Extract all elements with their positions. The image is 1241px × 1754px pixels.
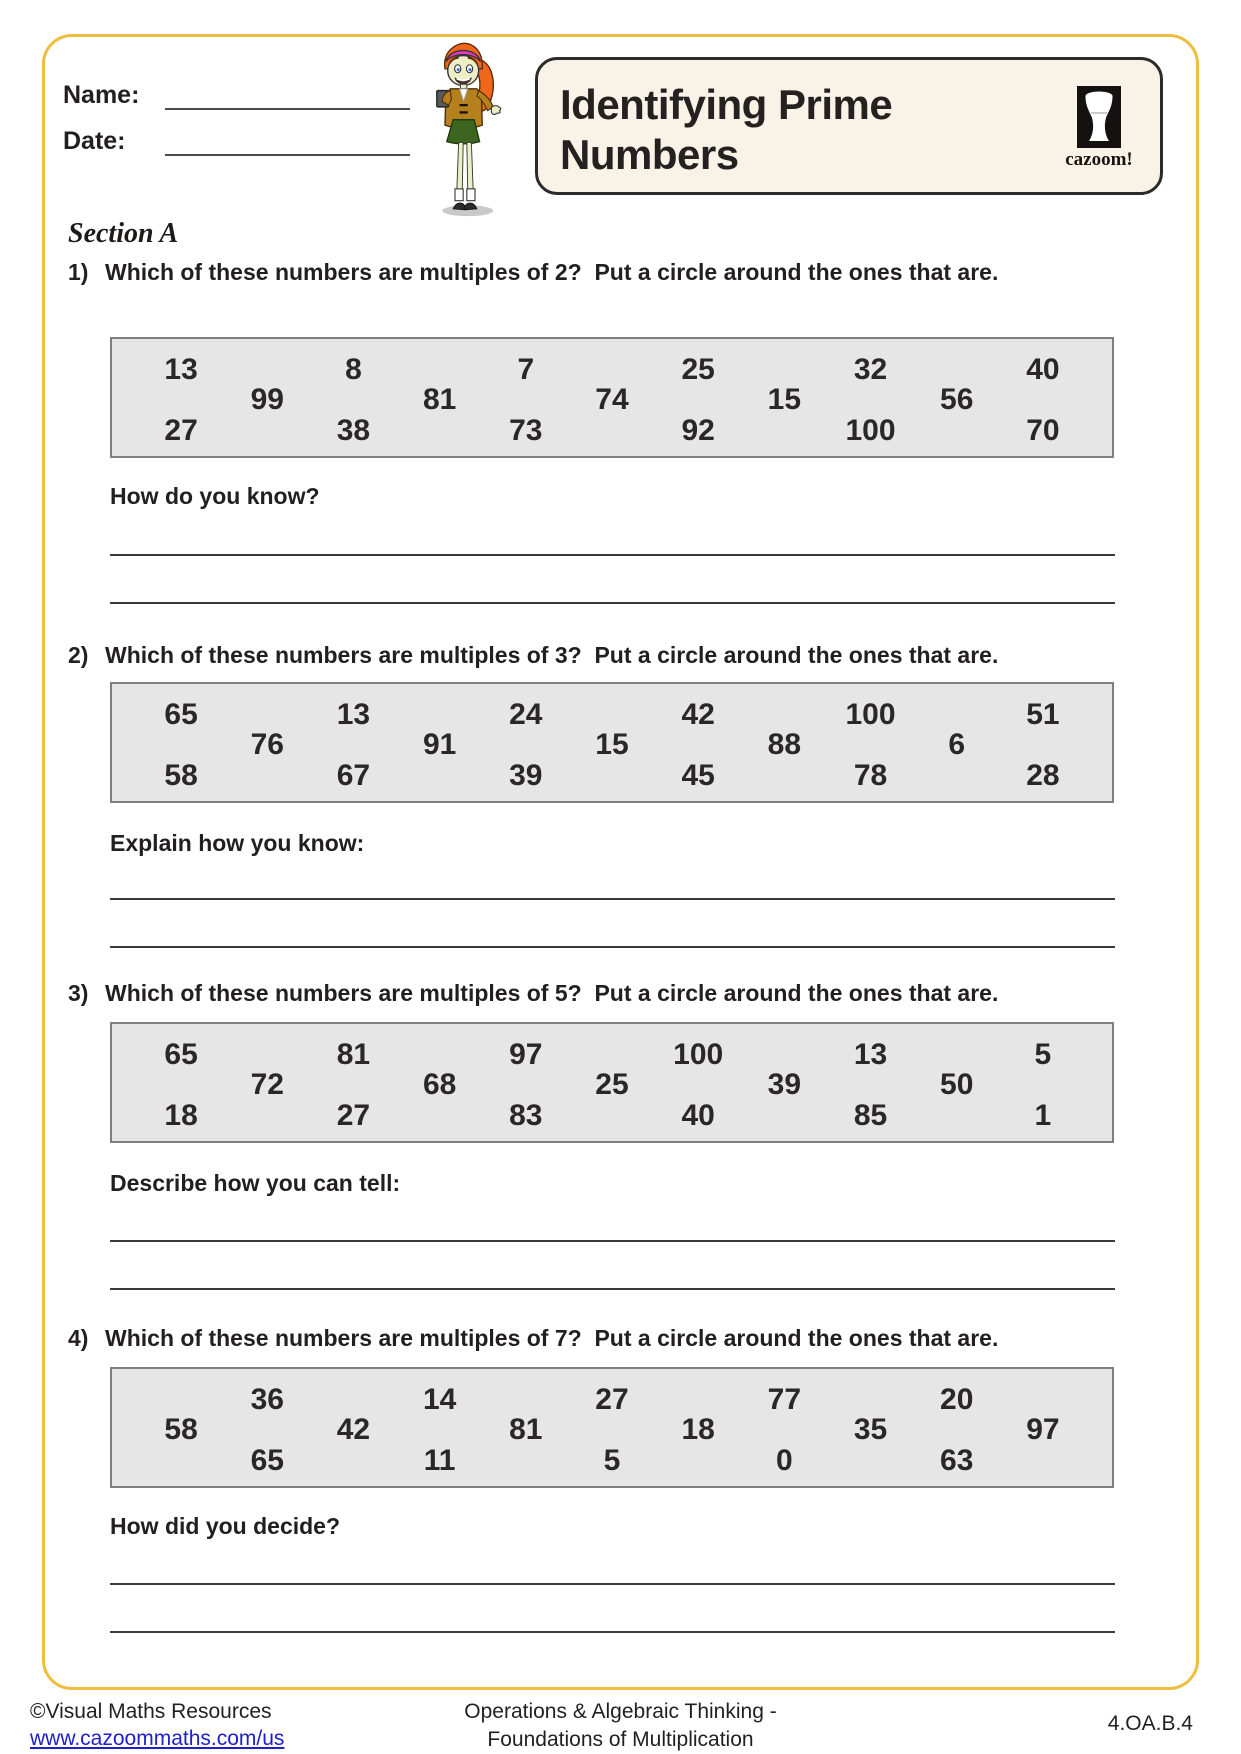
- grid-number[interactable]: 97: [509, 1038, 543, 1072]
- date-label: Date:: [63, 127, 126, 155]
- answer-line[interactable]: [110, 946, 1115, 948]
- grid-number[interactable]: 27: [164, 413, 198, 447]
- question-3-prompt: Describe how you can tell:: [110, 1170, 401, 1196]
- name-field-row: [63, 80, 410, 110]
- question-3-text: Which of these numbers are multiples of 5? Put a circle around the ones that are.: [105, 980, 999, 1006]
- grid-number[interactable]: 100: [673, 1038, 724, 1072]
- footer-website-link[interactable]: www.cazoommaths.com/us: [30, 1727, 285, 1750]
- grid-number[interactable]: 20: [940, 1383, 974, 1417]
- grid-number[interactable]: 63: [940, 1443, 974, 1477]
- grid-number[interactable]: 36: [250, 1383, 284, 1417]
- grid-number[interactable]: 73: [509, 413, 543, 447]
- drum-icon: [1077, 86, 1121, 148]
- grid-number[interactable]: 27: [336, 1098, 371, 1132]
- grid-number[interactable]: 92: [681, 413, 715, 447]
- question-2-number: 2): [68, 642, 89, 668]
- footer-strand-line2: Foundations of Multiplication: [487, 1728, 754, 1751]
- grid-number[interactable]: 25: [595, 1068, 629, 1102]
- grid-number[interactable]: 5: [1034, 1038, 1052, 1072]
- question-1-number-box: [110, 337, 1114, 458]
- grid-number[interactable]: 39: [767, 1068, 802, 1102]
- question-4-text: Which of these numbers are multiples of 7? Put a circle around the ones that are.: [105, 1325, 999, 1351]
- footer-strand-line1: Operations & Algebraic Thinking -: [464, 1700, 777, 1723]
- question-2-text: Which of these numbers are multiples of 3? Put a circle around the ones that are.: [105, 642, 999, 668]
- student-girl-illustration: [412, 36, 518, 218]
- footer-standard-title: [0, 1698, 1241, 1754]
- question-2-number-box: [110, 682, 1114, 803]
- date-field-row: [63, 126, 410, 156]
- answer-line[interactable]: [110, 1288, 1115, 1290]
- grid-number[interactable]: 27: [595, 1383, 629, 1417]
- grid-number[interactable]: 42: [681, 698, 715, 732]
- grid-number[interactable]: 67: [336, 758, 371, 792]
- grid-number[interactable]: 70: [1026, 413, 1060, 447]
- section-a-title: Section A: [68, 218, 179, 249]
- grid-number[interactable]: 97: [1026, 1413, 1060, 1447]
- name-input-line[interactable]: [165, 80, 410, 110]
- answer-line[interactable]: [110, 1583, 1115, 1585]
- grid-number[interactable]: 40: [681, 1098, 715, 1132]
- grid-number[interactable]: 100: [845, 413, 896, 447]
- worksheet-title: Identifying Prime Numbers: [560, 81, 893, 178]
- question-1-heading: [68, 259, 1128, 286]
- standard-code: 4.OA.B.4: [1107, 1712, 1193, 1735]
- grid-number[interactable]: 8: [345, 353, 362, 387]
- question-1-prompt: How do you know?: [110, 483, 320, 509]
- grid-number[interactable]: 76: [250, 728, 284, 762]
- grid-number[interactable]: 38: [336, 413, 371, 447]
- question-4-number: 4): [68, 1325, 89, 1351]
- grid-number[interactable]: 15: [767, 383, 802, 417]
- grid-number[interactable]: 25: [681, 353, 715, 387]
- grid-number[interactable]: 83: [509, 1098, 543, 1132]
- copyright-text: ©Visual Maths Resources: [30, 1700, 272, 1723]
- grid-number[interactable]: 56: [940, 383, 974, 417]
- grid-number[interactable]: 91: [422, 728, 457, 762]
- grid-number[interactable]: 0: [776, 1443, 793, 1477]
- grid-number[interactable]: 28: [1026, 758, 1060, 792]
- question-1-number: 1): [68, 259, 89, 285]
- date-input-line[interactable]: [165, 126, 410, 156]
- grid-number[interactable]: 11: [423, 1443, 456, 1477]
- grid-number[interactable]: 7: [517, 353, 535, 387]
- grid-number[interactable]: 78: [853, 758, 888, 792]
- answer-line[interactable]: [110, 1240, 1115, 1242]
- question-1-text: Which of these numbers are multiples of 2? Put a circle around the ones that are.: [105, 259, 999, 285]
- grid-number[interactable]: 100: [845, 698, 896, 732]
- grid-number[interactable]: 18: [164, 1098, 198, 1132]
- grid-number[interactable]: 13: [164, 353, 198, 387]
- title-box: [535, 57, 1163, 195]
- grid-number[interactable]: 39: [509, 758, 543, 792]
- question-3-heading: [68, 980, 1128, 1007]
- grid-number[interactable]: 24: [509, 698, 543, 732]
- grid-number[interactable]: 65: [164, 1038, 198, 1072]
- grid-number[interactable]: 13: [336, 698, 371, 732]
- grid-number[interactable]: 40: [1026, 353, 1060, 387]
- question-3-number: 3): [68, 980, 89, 1006]
- grid-number[interactable]: 51: [1026, 698, 1060, 732]
- grid-number[interactable]: 77: [767, 1383, 802, 1417]
- cazoom-logo: [1054, 86, 1144, 171]
- grid-number[interactable]: 5: [603, 1443, 621, 1477]
- answer-line[interactable]: [110, 602, 1115, 604]
- question-2-prompt: Explain how you know:: [110, 830, 365, 856]
- grid-number[interactable]: 85: [853, 1098, 888, 1132]
- grid-number[interactable]: 42: [336, 1413, 371, 1447]
- question-3-number-box: [110, 1022, 1114, 1143]
- question-4-heading: [68, 1325, 1128, 1352]
- question-4-prompt: How did you decide?: [110, 1513, 341, 1539]
- grid-number[interactable]: 65: [164, 698, 198, 732]
- grid-number[interactable]: 81: [422, 383, 457, 417]
- grid-number[interactable]: 88: [767, 728, 802, 762]
- answer-line[interactable]: [110, 554, 1115, 556]
- name-label: Name:: [63, 81, 140, 109]
- grid-number[interactable]: 81: [509, 1413, 543, 1447]
- grid-number[interactable]: 72: [250, 1068, 284, 1102]
- grid-number[interactable]: 81: [336, 1038, 371, 1072]
- cazoom-logo-text: cazoom!: [1065, 149, 1133, 170]
- answer-line[interactable]: [110, 1631, 1115, 1633]
- question-4-number-box: [110, 1367, 1114, 1488]
- grid-number[interactable]: 13: [853, 1038, 888, 1072]
- grid-number[interactable]: 45: [681, 758, 715, 792]
- grid-number[interactable]: 18: [681, 1413, 715, 1447]
- grid-number[interactable]: 14: [422, 1383, 457, 1417]
- grid-number[interactable]: 68: [422, 1068, 457, 1102]
- grid-number[interactable]: 6: [948, 728, 966, 762]
- grid-number[interactable]: 35: [853, 1413, 888, 1447]
- answer-line[interactable]: [110, 898, 1115, 900]
- grid-number[interactable]: 50: [940, 1068, 974, 1102]
- grid-number[interactable]: 15: [595, 728, 629, 762]
- grid-number[interactable]: 65: [250, 1443, 284, 1477]
- grid-number[interactable]: 99: [250, 383, 284, 417]
- grid-number[interactable]: 58: [164, 1413, 198, 1447]
- grid-number[interactable]: 58: [164, 758, 198, 792]
- grid-number[interactable]: 1: [1034, 1098, 1052, 1132]
- grid-number[interactable]: 74: [595, 383, 629, 417]
- question-2-heading: [68, 642, 1128, 669]
- grid-number[interactable]: 32: [853, 353, 888, 387]
